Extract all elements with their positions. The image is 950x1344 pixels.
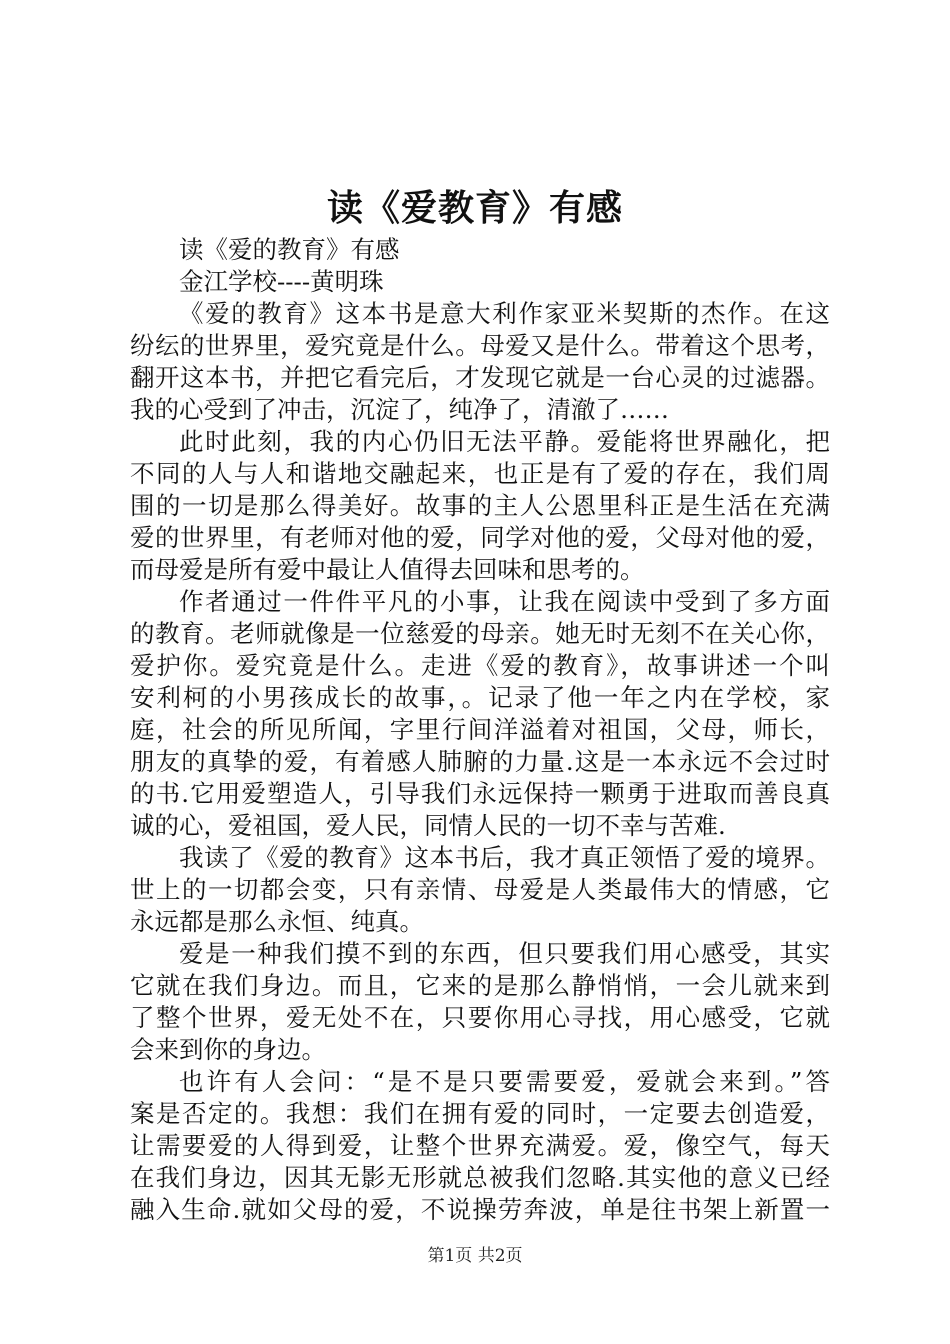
author-line: 金江学校----黄明珠 <box>179 267 384 296</box>
paragraph-line: 融入生命.就如父母的爱，不说操劳奔波，单是往书架上新置一 <box>130 1195 830 1224</box>
paragraph-line: 《爱的教育》这本书是意大利作家亚米契斯的杰作。在这 <box>179 299 830 328</box>
paragraph-line: 会来到你的身边。 <box>130 1035 326 1064</box>
paragraph-line: 的教育。老师就像是一位慈爱的母亲。她无时无刻不在关心你， <box>130 619 830 648</box>
paragraph-line: 爱的世界里，有老师对他的爱，同学对他的爱，父母对他的爱， <box>130 523 830 552</box>
paragraph-line: 翻开这本书，并把它看完后，才发现它就是一台心灵的过滤器。 <box>130 363 830 392</box>
paragraph-line: 永远都是那么永恒、纯真。 <box>130 907 424 936</box>
paragraph-line: 作者通过一件件平凡的小事，让我在阅读中受到了多方面 <box>179 587 830 616</box>
paragraph-line: 安利柯的小男孩成长的故事，。记录了他一年之内在学校，家 <box>130 683 830 712</box>
paragraph-line: 让需要爱的人得到爱，让整个世界充满爱。爱，像空气，每天 <box>130 1131 830 1160</box>
paragraph-line: 庭，社会的所见所闻，字里行间洋溢着对祖国，父母，师长， <box>130 715 830 744</box>
paragraph-line: 也许有人会问：“是不是只要需要爱，爱就会来到。”答 <box>179 1067 830 1096</box>
paragraph-line: 纷纭的世界里，爱究竟是什么。母爱又是什么。带着这个思考， <box>130 331 830 360</box>
paragraph-line: 朋友的真挚的爱，有着感人肺腑的力量.这是一本永远不会过时 <box>130 747 830 776</box>
paragraph-line: 围的一切是那么得美好。故事的主人公恩里科正是生活在充满 <box>130 491 830 520</box>
paragraph-line: 在我们身边，因其无影无形就总被我们忽略.其实他的意义已经 <box>130 1163 830 1192</box>
paragraph-line: 了整个世界，爱无处不在，只要你用心寻找，用心感受，它就 <box>130 1003 830 1032</box>
paragraph-line: 诚的心，爱祖国，爱人民，同情人民的一切不幸与苦难. <box>130 811 726 840</box>
paragraph-line: 爱护你。爱究竟是什么。走进《爱的教育》，故事讲述一个叫 <box>130 651 830 680</box>
document-body <box>130 234 830 1226</box>
paragraph-line: 案是否定的。我想：我们在拥有爱的同时，一定要去创造爱， <box>130 1099 830 1128</box>
paragraph-line: 我读了《爱的教育》这本书后，我才真正领悟了爱的境界。 <box>179 843 830 872</box>
paragraph-line: 我的心受到了冲击，沉淀了，纯净了，清澈了…… <box>130 395 669 424</box>
paragraph-line: 的书.它用爱塑造人，引导我们永远保持一颗勇于进取而善良真 <box>130 779 830 808</box>
page-footer: 第1页 共2页 <box>427 1246 523 1266</box>
paragraph-line: 世上的一切都会变，只有亲情、母爱是人类最伟大的情感，它 <box>130 875 830 904</box>
paragraph-line: 爱是一种我们摸不到的东西，但只要我们用心感受，其实 <box>179 939 830 968</box>
paragraph-line: 它就在我们身边。而且，它来的是那么静悄悄，一会儿就来到 <box>130 971 830 1000</box>
paragraph-line: 而母爱是所有爱中最让人值得去回味和思考的。 <box>130 555 645 584</box>
paragraph-line: 不同的人与人和谐地交融起来，也正是有了爱的存在，我们周 <box>130 459 830 488</box>
subtitle-line: 读《爱的教育》有感 <box>179 235 400 264</box>
paragraph-line: 此时此刻，我的内心仍旧无法平静。爱能将世界融化，把 <box>179 427 830 456</box>
document-title: 读《爱教育》有感 <box>326 187 623 229</box>
